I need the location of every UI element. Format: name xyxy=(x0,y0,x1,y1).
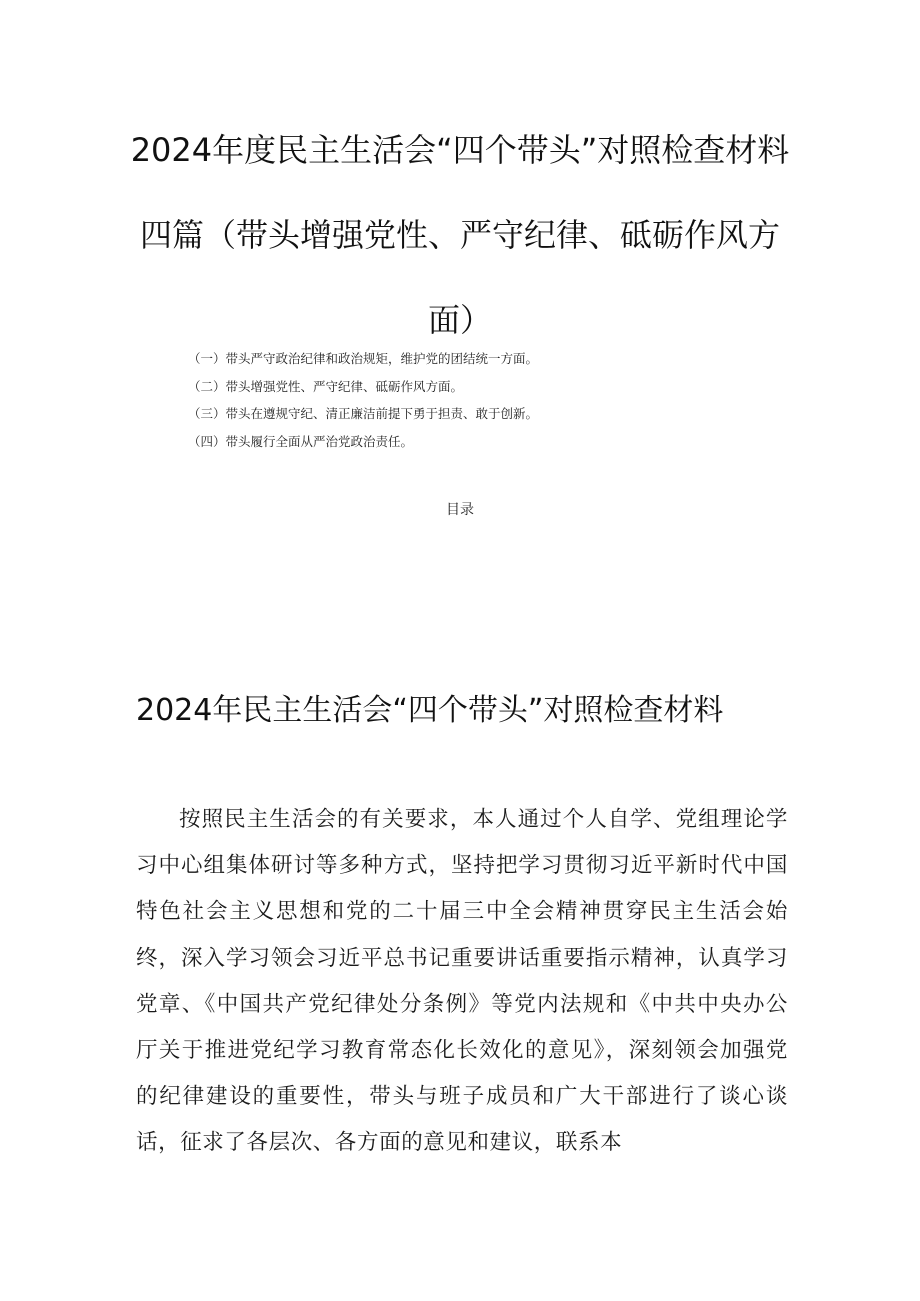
toc-item-3: （三）带头在遵规守纪、清正廉洁前提下勇于担责、敢于创新。 xyxy=(188,406,539,421)
toc-list xyxy=(188,345,538,455)
toc-label: 目录 xyxy=(446,502,474,518)
toc-item-4: （四）带头履行全面从严治党政治责任。 xyxy=(188,433,414,449)
body-paragraph: 按照民主生活会的有关要求，本人通过个人自学、党组理论学习中心组集体研讨等多种方式，坚持把学习贯彻习近平新时代中国特色社会主义思想和党的二十届三中全会精神贯穿民主生活会始终，深入学习领会习近平总书记重要讲话重要指示精神，认真学习党章、《中国共产党纪律处分条例》等党内法规和《中共中央办公厅关于推进党纪学习教育常态化长效化的意见》，深刻领会加强党的纪律建设的重要性，带头与班子成员和广大干部进行了谈心谈话，征求了各层次、各方面的意见和建议，联系本 xyxy=(136,807,788,1156)
section-title: 2024年民主生活会“四个带头”对照检查材料 xyxy=(136,693,724,728)
toc-item-1: （一）带头严守政治纪律和政治规矩，维护党的团结统一方面。 xyxy=(188,351,539,366)
document-title: 2024年度民主生活会“四个带头”对照检查材料四篇（带头增强党性、严守纪律、砥砺作风方面） xyxy=(130,131,790,339)
toc-item-2: （二）带头增强党性、严守纪律、砥砺作风方面。 xyxy=(188,378,464,394)
